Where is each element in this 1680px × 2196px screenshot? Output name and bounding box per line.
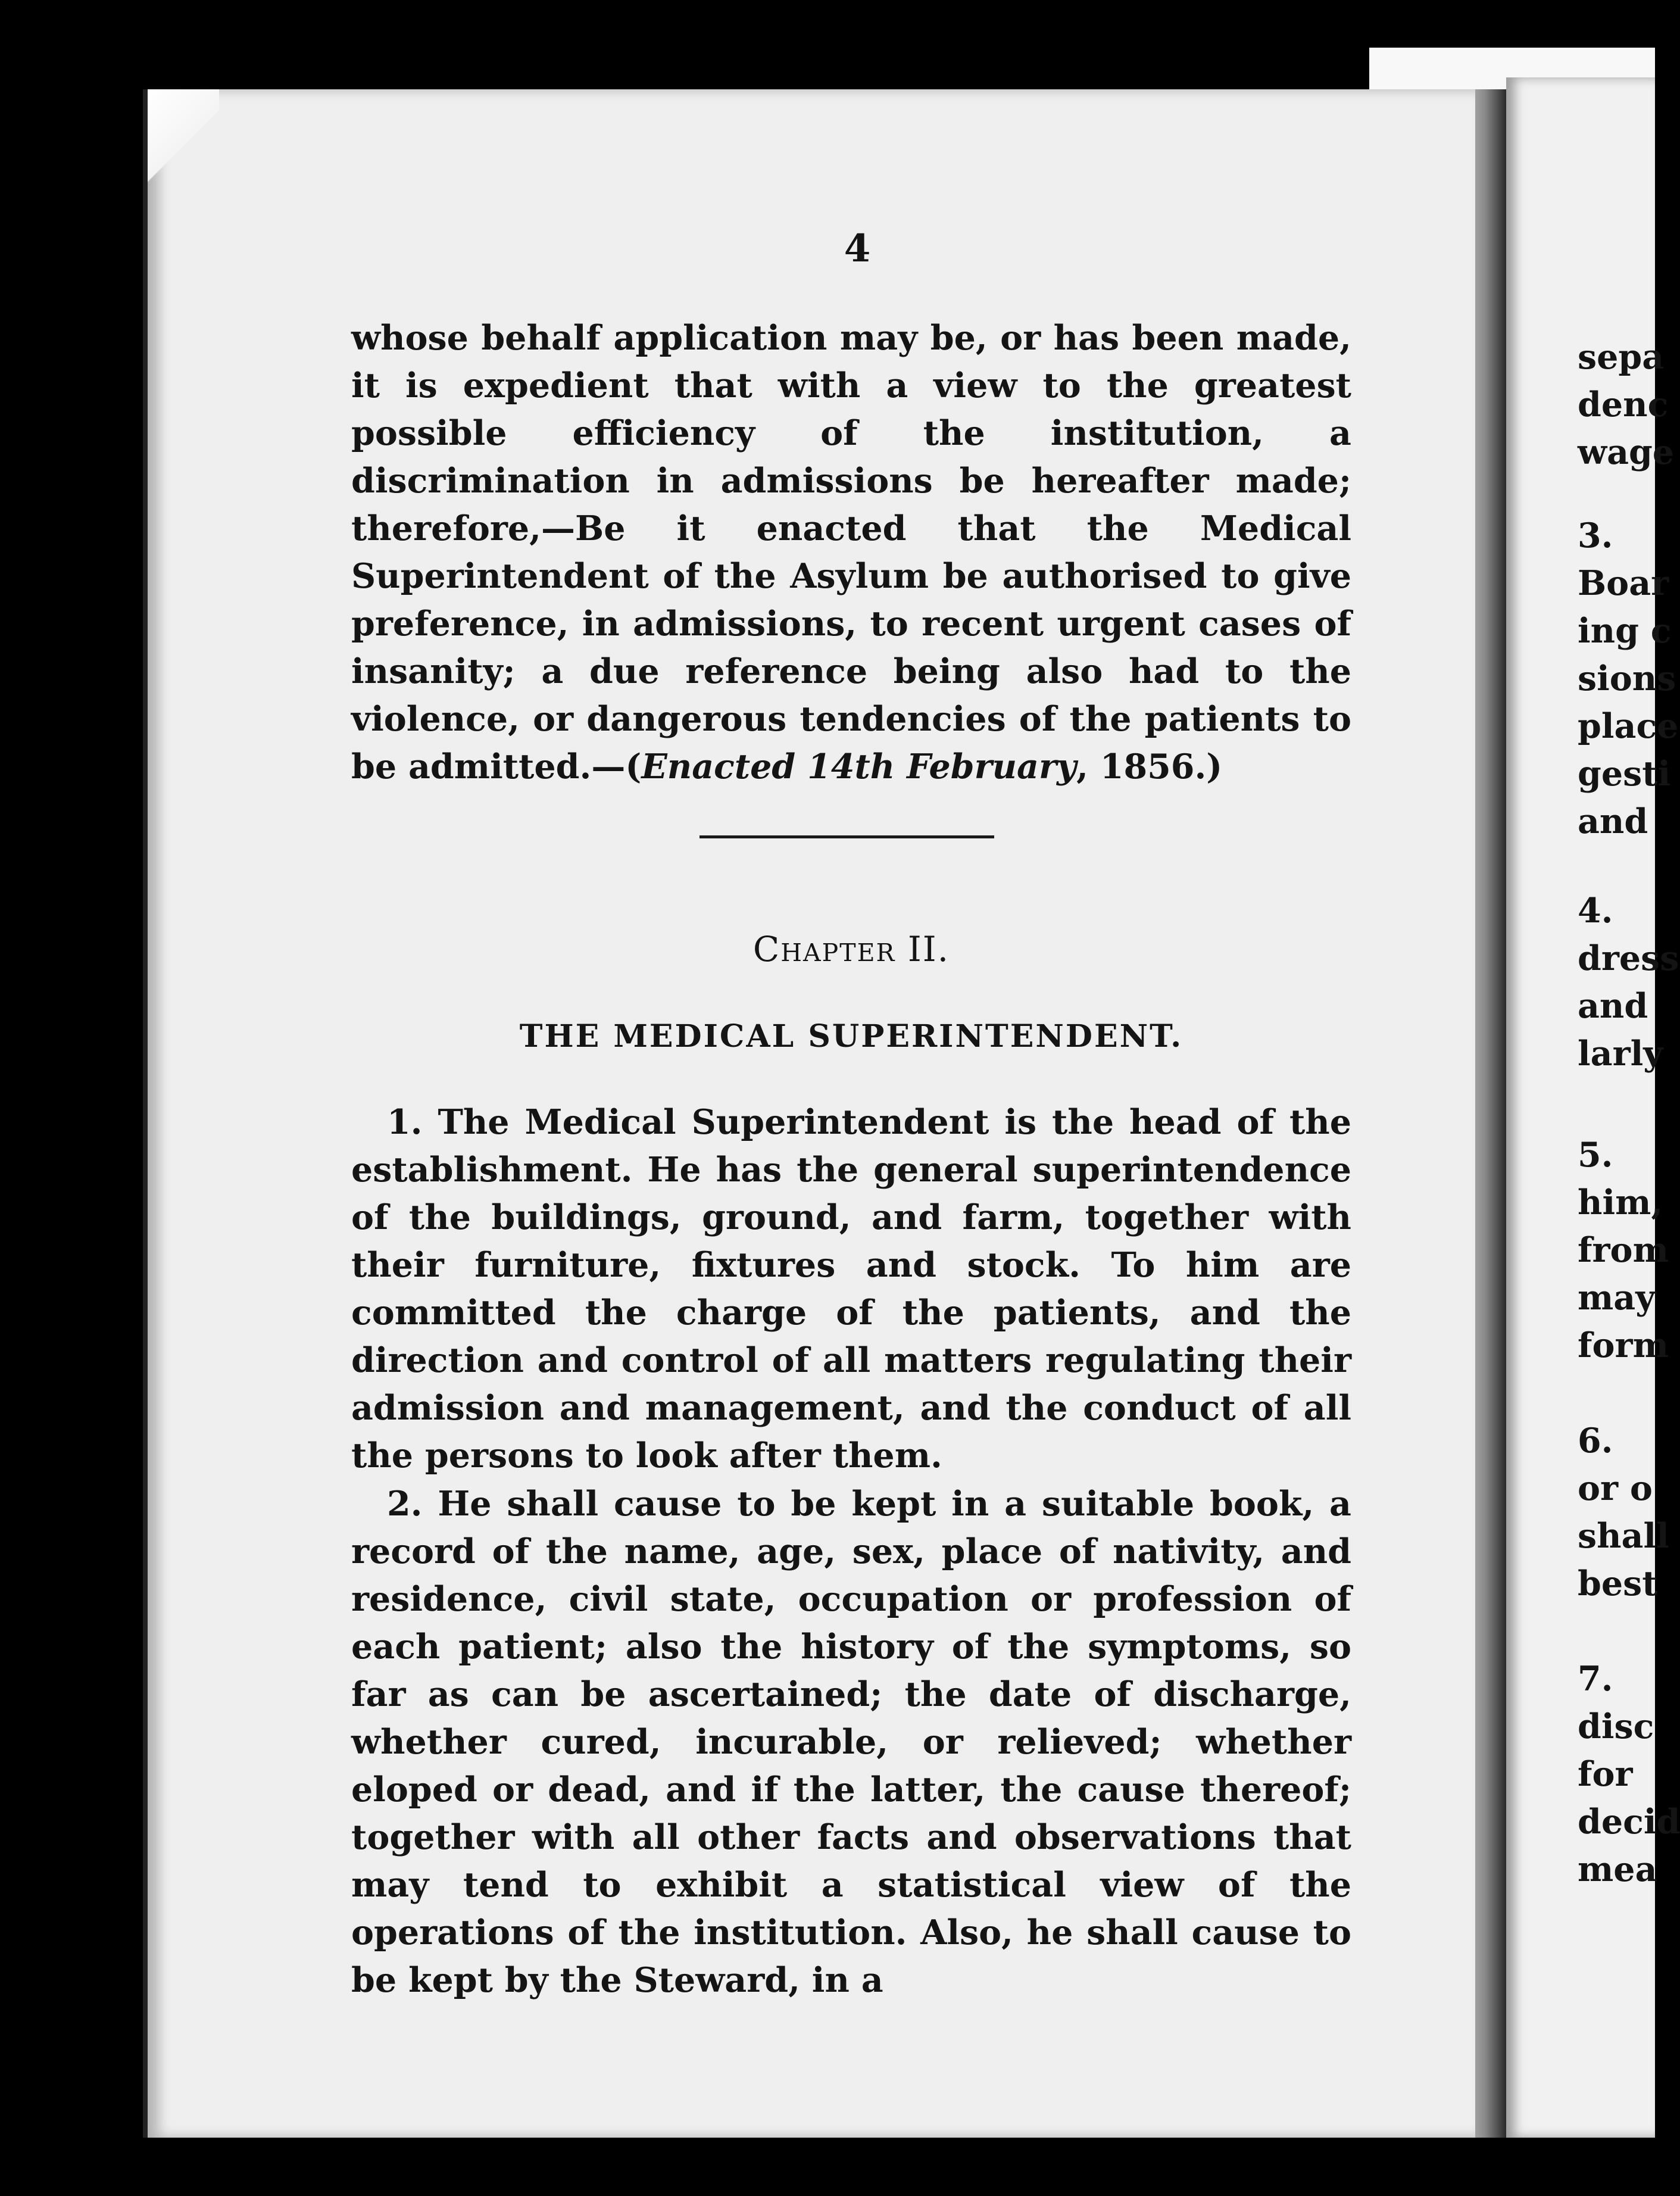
right-page-text-fragments xyxy=(1578,0,1680,2196)
enacted-tail: , 1856.) xyxy=(1076,747,1223,787)
right-page-fragment: him, xyxy=(1578,1183,1663,1222)
right-page-fragment: form xyxy=(1578,1325,1669,1365)
intro-paragraph-text: whose behalf application may be, or has been made, it is expedient that with a view to the greatest possible efficiency of the institution, a discrimination in admissions be hereafter made; therefore,—Be it enacted that the Medical Superintendent of the Asylum be authorised to give preference, in admissions, to recent urgent cases of insanity; a due reference being also had to the violence, or dangerous tendencies of the patients to be admitted.—( xyxy=(351,318,1351,787)
chapter-heading: Chapter II. xyxy=(752,929,950,969)
paragraph-1: 1. The Medical Superintendent is the head of the establishment. He has the general superintendence of the buildings, ground, and farm, together with their furniture, fixtures and stock. To him are committed the charge of the patients, and the direction and control of all matters regulating their admission and management, and the conduct of all the persons to look after them. xyxy=(351,1102,1351,1476)
right-page-fragment: 3. xyxy=(1578,516,1613,556)
section-divider xyxy=(700,835,994,838)
right-page-fragment: for xyxy=(1578,1754,1633,1794)
right-page-fragment: and xyxy=(1578,986,1648,1026)
right-page-fragment: from xyxy=(1578,1230,1669,1270)
enacted-date: 14th February xyxy=(807,747,1077,787)
enacted-label: Enacted xyxy=(641,747,796,787)
right-page-fragment: dress xyxy=(1578,938,1679,978)
right-page-fragment: mea xyxy=(1578,1849,1657,1889)
right-page-fragment: disc xyxy=(1578,1707,1654,1746)
right-page-fragment: 6. xyxy=(1578,1421,1613,1461)
page-number: 4 xyxy=(844,226,871,271)
paragraph-2: 2. He shall cause to be kept in a suitable book, a record of the name, age, sex, place of nativity, and residence, civil state, occupation or profession of each patient; also the history of the symptoms, so far as can be ascertained; the date of discharge, whether cured, incurable, or relieved; whether eloped or dead, and if the latter, the cause thereof; together with all other facts and observations that may tend to exhibit a statistical view of the operations of the institution. Also, he shall cause to be kept by the Steward, in a xyxy=(351,1484,1351,2000)
right-page-fragment: and xyxy=(1578,801,1648,841)
right-page-fragment: sepa xyxy=(1578,337,1665,377)
right-page-fragment: place xyxy=(1578,706,1679,746)
right-page-fragment: larly xyxy=(1578,1034,1663,1074)
right-page-fragment: 5. xyxy=(1578,1135,1613,1175)
right-page-fragment: decid xyxy=(1578,1802,1680,1842)
section-heading: THE MEDICAL SUPERINTENDENT. xyxy=(519,1018,1184,1055)
right-page-fragment: denc xyxy=(1578,385,1669,425)
right-page-fragment: or o xyxy=(1578,1468,1653,1508)
right-page-fragment: sions xyxy=(1578,659,1676,698)
right-page-fragment: Boar xyxy=(1578,563,1669,603)
right-page-fragment: gesti xyxy=(1578,754,1671,794)
right-page-fragment: may xyxy=(1578,1278,1656,1318)
right-page-fragment: 4. xyxy=(1578,891,1613,931)
intro-paragraph xyxy=(351,314,1351,791)
right-page-fragment: shall xyxy=(1578,1516,1669,1556)
right-page-fragment: ing c xyxy=(1578,611,1672,651)
right-page-fragment: 7. xyxy=(1578,1659,1613,1699)
right-page-fragment: wage xyxy=(1578,432,1675,472)
right-page-fragment: best xyxy=(1578,1564,1658,1604)
